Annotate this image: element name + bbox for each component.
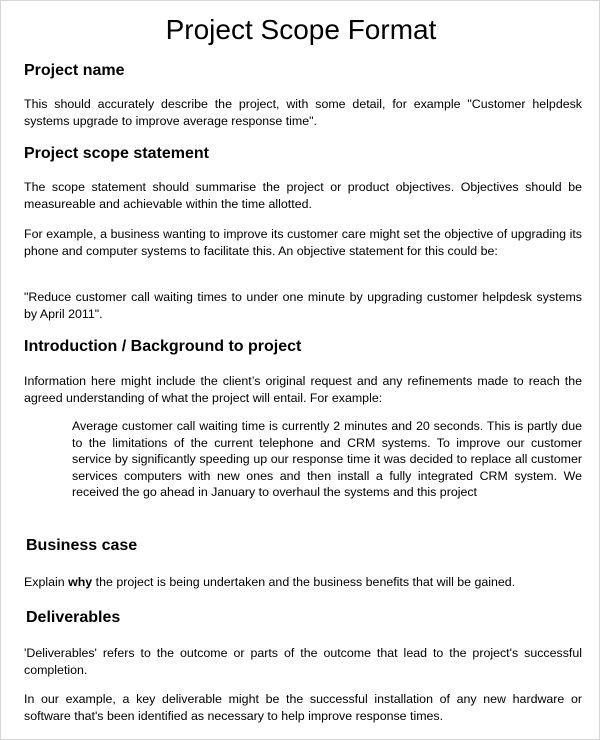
heading-business-case: Business case [26, 537, 138, 554]
heading-introduction: Introduction / Background to project [24, 338, 302, 355]
heading-project-name: Project name [24, 62, 125, 79]
heading-deliverables: Deliverables [26, 609, 121, 626]
business-case-text-after: the project is being undertaken and the business benefits that will be gained. [92, 575, 516, 589]
introduction-quote: Average customer call waiting time is currently 2 minutes and 20 seconds. This is partly due to the limitations of the current telephone and CRM systems. To improve our customer service by significantly speeding up our response time it was decided to replace all customer services computers with new ones and then install a fully integrated CRM system. We received the go ahead in January to overhaul the systems and this project [72, 419, 582, 499]
scope-statement-paragraph-2: For example, a business wanting to improve its customer care might set the objective of upgrading its phone and computer systems to facilitate this. An objective statement for this could be: [24, 227, 582, 258]
document-title: Project Scope Format [165, 14, 437, 45]
introduction-paragraph: Information here might include the client’s original request and any refinements made to reach the agreed understanding of what the project will entail. For example: [24, 374, 582, 405]
project-name-paragraph: This should accurately describe the project, with some detail, for example "Customer helpdesk systems upgrade to improve average response time". [24, 97, 582, 128]
business-case-text-bold: why [68, 575, 93, 589]
scope-statement-paragraph-3: "Reduce customer call waiting times to under one minute by upgrading customer helpdesk systems by April 2011". [24, 290, 582, 321]
heading-project-scope-statement: Project scope statement [24, 145, 209, 162]
deliverables-paragraph-2: In our example, a key deliverable might be the successful installation of any new hardware or software that's been identified as necessary to help improve response times. [24, 692, 582, 723]
business-case-text-before: Explain [24, 575, 69, 589]
business-case-paragraph [24, 574, 582, 591]
scope-statement-paragraph-1: The scope statement should summarise the project or product objectives. Objectives should be measureable and achievable within the time allotted. [24, 180, 582, 211]
deliverables-paragraph-1: 'Deliverables' refers to the outcome or parts of the outcome that lead to the project's successful completion. [24, 646, 582, 677]
